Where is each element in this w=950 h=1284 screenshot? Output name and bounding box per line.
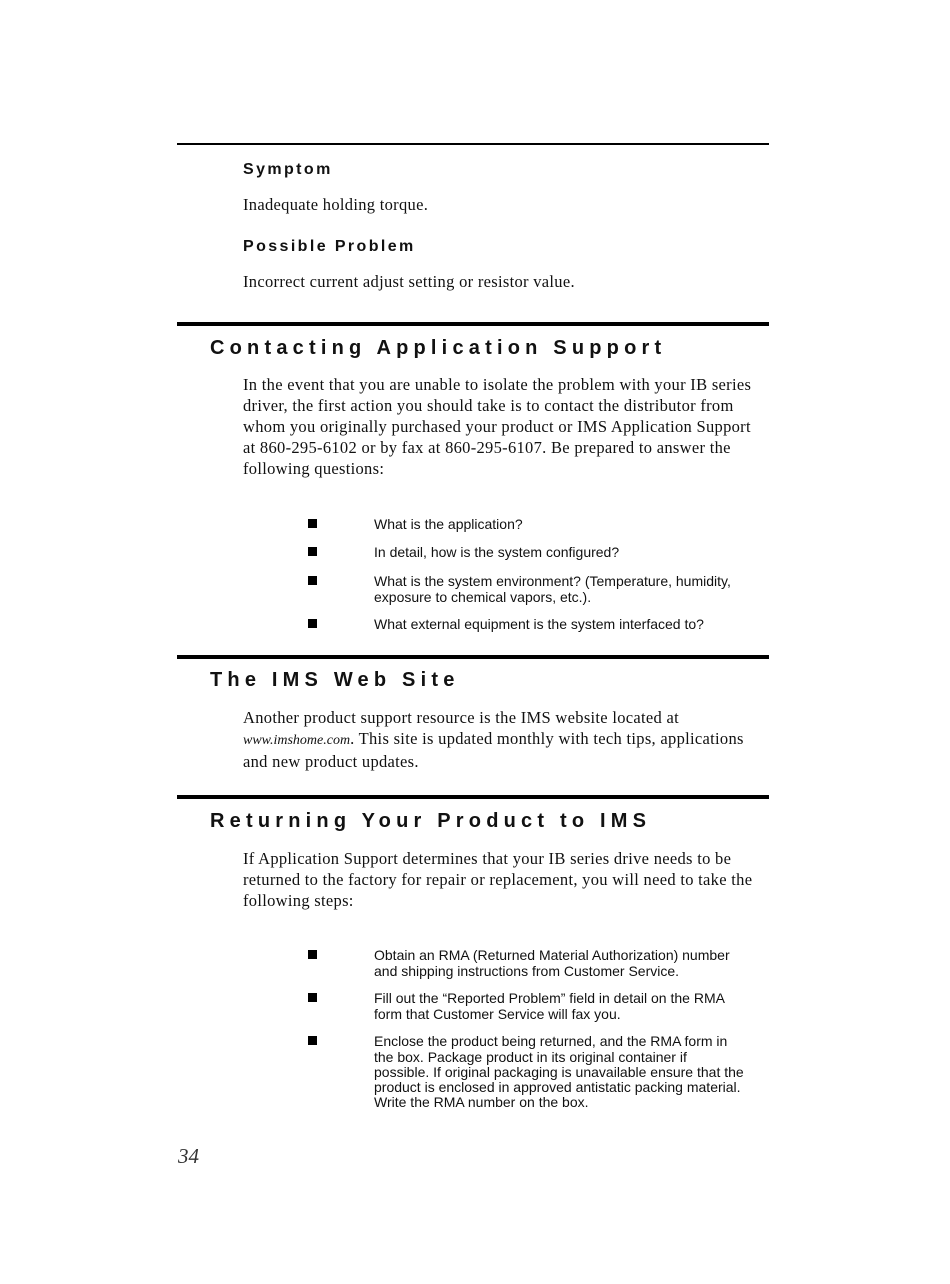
question-text: What external equipment is the system interfaced to?	[374, 616, 704, 632]
step-line: form that Customer Service will fax you.	[374, 1006, 621, 1022]
paragraph-line	[243, 728, 773, 751]
step-line: Fill out the “Reported Problem” field in detail on the RMA	[374, 990, 725, 1006]
paragraph-line: Another product support resource is the IMS website located at	[243, 708, 680, 727]
bullet-square-icon	[308, 619, 317, 628]
top-rule	[177, 143, 769, 145]
bullet-square-icon	[308, 1036, 317, 1045]
question-line: exposure to chemical vapors, etc.).	[374, 589, 592, 605]
paragraph-line: returned to the factory for repair or replacement, you will need to take the	[243, 870, 753, 889]
question-text	[374, 573, 774, 605]
question-text: In detail, how is the system configured?	[374, 544, 620, 560]
bullet-square-icon	[308, 519, 317, 528]
web-site-paragraph	[243, 707, 773, 772]
returning-product-title: Returning Your Product to IMS	[210, 810, 652, 832]
step-text	[374, 1033, 774, 1110]
website-url-link[interactable]: www.imshome.com	[243, 733, 351, 748]
paragraph-line: and new product updates.	[243, 752, 419, 771]
paragraph-line-rest: . This site is updated monthly with tech tips, applications	[350, 729, 744, 748]
symptom-heading: Symptom	[243, 161, 333, 178]
possible-problem-text: Incorrect current adjust setting or resistor value.	[243, 272, 575, 291]
step-text	[374, 947, 774, 979]
bullet-square-icon	[308, 950, 317, 959]
question-line: What is the system environment? (Temperature, humidity,	[374, 573, 731, 589]
symptom-text: Inadequate holding torque.	[243, 195, 429, 214]
returning-paragraph	[243, 848, 773, 911]
section-rule-contacting	[177, 322, 769, 326]
step-text	[374, 990, 774, 1022]
paragraph-line: whom you originally purchased your product or IMS Application Support	[243, 417, 751, 436]
step-line: possible. If original packaging is unavailable ensure that the	[374, 1064, 744, 1080]
section-rule-returning	[177, 795, 769, 799]
page-number: 34	[178, 1144, 199, 1168]
contacting-support-paragraph	[243, 374, 773, 479]
step-line: Obtain an RMA (Returned Material Authorization) number	[374, 947, 730, 963]
bullet-square-icon	[308, 576, 317, 585]
bullet-square-icon	[308, 993, 317, 1002]
paragraph-line: following steps:	[243, 891, 354, 910]
web-site-title: The IMS Web Site	[210, 669, 460, 691]
step-line: product is enclosed in approved antistatic packing material.	[374, 1079, 741, 1095]
paragraph-line: If Application Support determines that your IB series drive needs to be	[243, 849, 732, 868]
paragraph-line: at 860-295-6102 or by fax at 860-295-6107. Be prepared to answer the	[243, 438, 731, 457]
question-text: What is the application?	[374, 516, 523, 532]
step-line: Enclose the product being returned, and the RMA form in	[374, 1033, 728, 1049]
step-line: the box. Package product in its original container if	[374, 1049, 687, 1065]
paragraph-line: following questions:	[243, 459, 385, 478]
bullet-square-icon	[308, 547, 317, 556]
step-line: and shipping instructions from Customer Service.	[374, 963, 680, 979]
step-line: Write the RMA number on the box.	[374, 1094, 589, 1110]
paragraph-line: driver, the first action you should take is to contact the distributor from	[243, 396, 734, 415]
paragraph-line: In the event that you are unable to isolate the problem with your IB series	[243, 375, 752, 394]
contacting-support-title: Contacting Application Support	[210, 337, 667, 359]
possible-problem-heading: Possible Problem	[243, 238, 416, 255]
section-rule-web-site	[177, 655, 769, 659]
